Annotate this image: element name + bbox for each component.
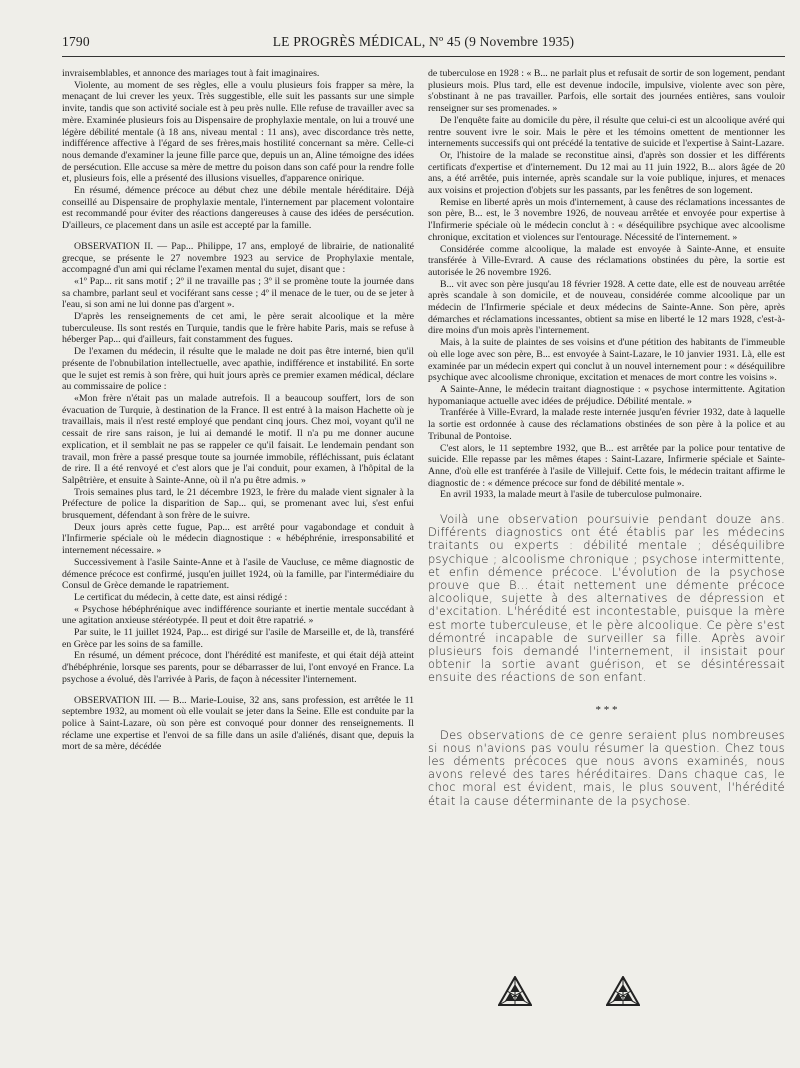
running-title: LE PROGRÈS MÉDICAL, Nº 45 (9 Novembre 1935) bbox=[272, 34, 575, 49]
paragraph: Or, l'histoire de la malade se reconstitue ainsi, d'après son dossier et les différents certificats d'expertise et d'internement. Du 12 mai au 11 juin 1922, B... alors âgée de 20 ans, a été arrêtée, puis internée, après scandale sur la voie publique, injures, et menaces aux voisins et projection d'objets sur les passants, par les fenêtres de son logement. bbox=[428, 149, 785, 197]
paragraph: En avril 1933, la malade meurt à l'asile de tuberculose pulmonaire. bbox=[440, 489, 702, 501]
triangle-rosette-ornament-icon bbox=[606, 976, 640, 1006]
paragraph: Tranférée à Ville-Evrard, la malade reste internée jusqu'en février 1932, date à laquelle la sortie est ordonnée à cause des réclamations obstinées de son père à la police et au Tribunal de Pontoise. bbox=[428, 407, 785, 442]
paragraph: En résumé, un dément précoce, dont l'hérédité est manifeste, et qui était déjà atteint d'hébéphrénie, lorsque ses parents, pour se débarrasser de lui, l'ont envoyé en France. La psychose a évolué, dès l'arrivée à Paris, de façon à nécessiter l'internement. bbox=[62, 650, 414, 685]
section-separator-stars: * * * bbox=[595, 703, 618, 716]
closing-block bbox=[428, 729, 785, 808]
header-rule bbox=[62, 56, 785, 57]
paragraph: En résumé, démence précoce au début chez une débile mentale héréditaire. Déjà conseillé au Dispensaire de prophylaxie mentale, l'internement par placement volontaire est recommandé pour éviter des réactions dangereuses à cause des idées de persécution. D'ailleurs, ce placement dans un asile est accepté par la famille. bbox=[62, 185, 414, 232]
paragraph: Deux jours après cette fugue, Pap... est arrêté pour vagabondage et conduit à l'Infirmerie spéciale où le médecin diagnostique : « hébéphrénie, irresponsabilité et internement nécessaire. » bbox=[62, 521, 414, 557]
quote-paragraph: «1º Pap... rit sans motif ; 2º il ne travaille pas ; 3º il se promène toute la journée dans sa chambre, parlant seul et vociférant sans cesse ; 4º il menace de le tuer, ou de se jeter à l'eau, si son ami ne lui donne pas d'argent ». bbox=[62, 275, 414, 311]
quote-paragraph: « Psychose hébéphrénique avec indifférence souriante et inertie mentale succédant à une agitation anxieuse stéréotypée. Il peut et doit être rapatrié. » bbox=[62, 603, 414, 627]
paragraph: Considérée comme alcoolique, la malade est envoyée à Sainte-Anne, et ensuite transférée à Ville-Evrard. A cause des réclamations obstinées du père, la sortie est autorisée le 26 novembre 1926. bbox=[428, 243, 785, 278]
observation-2-paragraph: OBSERVATION II. — Pap... Philippe, 17 ans, employé de librairie, de nationalité grecque, se présente le 27 novembre 1923 au service de Prophylaxie mentale, accompagné d'un ami qui réclame l'examen mental du sujet, disant que : bbox=[62, 240, 414, 276]
quote-paragraph: «Mon frère n'était pas un malade autrefois. Il a beaucoup souffert, lors de son évacuation de Turquie, à destination de la France. Il est entré à la maison Hachette où je travaillais, mais il n'est resté employé que pendant cinq jours. Chez moi, voyant qu'il ne cessait de rire sans raison, je lui ai demandé le motif. Il n'a pu me donner aucune explication, et il semblait ne pas se rappeler ce qu'il faisait. Le lendemain pendant son travail, mon frère a passé presque toute sa journée immobile, réfléchissant, puis éclatant de rire. Il a été renvoyé et c'est alors que je l'ai conduit, pour examen, à l'hôpital de la Salpêtrière, et ensuite à Sainte-Anne, où il n'a pu être admis. » bbox=[62, 392, 414, 486]
paragraph: Par suite, le 11 juillet 1924, Pap... est dirigé sur l'asile de Marseille et, de là, transféré en Grèce par les soins de sa famille. bbox=[62, 627, 414, 650]
summary-block bbox=[428, 513, 785, 685]
paragraph: D'après les renseignements de cet ami, le père serait alcoolique et la mère tuberculeuse. Ils sont restés en Turquie, tandis que le frère habite Paris, mais se refuse à héberger Pap... qui d'ailleurs, fait constamment des fugues. bbox=[62, 311, 414, 346]
left-column bbox=[62, 68, 414, 753]
quote-paragraph: A Sainte-Anne, le médecin traitant diagnostique : « psychose intermittente. Agitation hypomaniaque actuelle avec idées de préjudice. Débilité mentale. » bbox=[428, 383, 785, 407]
paragraph: de tuberculose en 1928 : « B... ne parlait plus et refusait de sortir de son logement, pendant plusieurs mois. Plus tard, elle est devenue indocile, impulsive, violente avec son père, s'obstinant à ne pas travailler. Parfois, elle sortait des journées entières, sans vouloir renseigner sur ses promenades. » bbox=[428, 68, 785, 115]
page-number: 1790 bbox=[62, 34, 90, 49]
paragraph: Trois semaines plus tard, le 21 décembre 1923, le frère du malade vient signaler à la Préfecture de police la disparition de Sap... qui, se promenant avec lui, s'est enfui brusquement, défendant à son frère de le suivre. bbox=[62, 486, 414, 522]
closing-paragraph: Des observations de ce genre seraient plus nombreuses si nous n'avions pas voulu résumer la question. Chez tous les déments précoces que nous avons examinés, nous avons relevé des tares héréditaires. Dans chaque cas, le choc moral est évident, mais, le plus souvent, l'hérédité était la cause déterminante de la psychose. bbox=[428, 727, 785, 808]
paragraph: C'est alors, le 11 septembre 1932, que B... est arrêtée par la police pour tentative de suicide. Elle repasse par les mêmes étapes : Saint-Lazare, Infirmerie spéciale et Sainte-Anne, d'où elle est tranférée à l'asile de Villejuif. Cette fois, le médecin traitant affirme le diagnostic de : « démence précoce sur fond de débilité mentale ». bbox=[428, 442, 785, 489]
paragraph: Remise en liberté après un mois d'internement, à cause des réclamations incessantes de son père, B... est, le 3 novembre 1926, de nouveau arrêtée et envoyée pour expertise à l'Infirmerie spéciale où le médecin conclut à : « déséquilibre psychique avec alcoolisme chronique, excitation et violences sur l'entourage. Nécessité de l'internement. » bbox=[428, 196, 785, 243]
triangle-rosette-ornament-icon bbox=[498, 976, 532, 1006]
paragraph: Violente, au moment de ses règles, elle a voulu plusieurs fois frapper sa mère, la menaçant de lui crever les yeux. Très suggestible, elle suit les passants sur une simple invite, tandis que son activité sociale est à peu près nulle. Elle refuse de travailler avec sa mère. Examinée plusieurs fois au Dispensaire de prophylaxie mentale, on lui a trouvé une légère débilité mentale (à 18 ans, niveau mental : 11 ans), avec discordance très nette, indifférence affective à l'égard de ses frères,mais hostilité concernant sa mère. Celle-ci nous demande d'examiner la jeune fille parce que, depuis un an, Aline témoigne des idées de persécution. Elle accuse sa mère de mettre du poison dans son café pour la rendre folle et, plusieurs fois, elle a présenté des illusions visuelles, d'apparence onirique. bbox=[62, 79, 414, 185]
observation-3-paragraph: OBSERVATION III. — B... Marie-Louise, 32 ans, sans profession, est arrêtée le 11 septembre 1932, au moment où elle voulait se jeter dans la Seine. Elle est conduite par la police à Saint-Lazare, où son père est convoqué pour donner des renseignements. Il réclame une expertise et l'envoi de sa fille dans un asile d'aliénés, disant que, depuis la mort de sa mère, décédée bbox=[62, 694, 414, 753]
paragraph: Le certificat du médecin, à cette date, est ainsi rédigé : bbox=[74, 591, 288, 603]
paragraph: De l'examen du médecin, il résulte que le malade ne doit pas être interné, bien qu'il présente de l'obnubilation intellectuelle, avec apathie, indifférence et instabilité. En sorte que le sujet est remis à son frère, qui huit jours après ce premier examen médical, déclare au commissaire de police : bbox=[62, 346, 414, 393]
paragraph: De l'enquête faite au domicile du père, il résulte que celui-ci est un alcoolique avéré qui rentre souvent ivre le soir. Mais le père et les témoins omettent de mentionner les internements successifs qui ont précédé la tentative de suicide et l'expertise à Saint-Lazare. bbox=[428, 114, 785, 150]
paragraph: invraisemblables, et annonce des mariages tout à fait imaginaires. bbox=[62, 68, 320, 79]
paragraph: Successivement à l'asile Sainte-Anne et à l'asile de Vaucluse, ce même diagnostic de démence précoce est confirmé, jusqu'en juillet 1924, où la famille, par l'intermédiaire du Consul de Grèce demande le rapatriement. bbox=[62, 556, 414, 592]
running-header bbox=[62, 32, 785, 54]
ornament-row bbox=[498, 976, 678, 1016]
paragraph: Mais, à la suite de plaintes de ses voisins et d'une pétition des habitants de l'immeuble où elle loge avec son père, B... est envoyée à Saint-Lazare, le 10 janvier 1931. Là, elle est examinée par un médecin expert qui conclut à un nouvel internement pour : « déséquilibre psychique avec alcoolisme chronique, excitation et menaces de mort contre les voisins ». bbox=[428, 337, 785, 384]
summary-paragraph: Voilà une observation poursuivie pendant douze ans. Différents diagnostics ont été établis par les médecins traitants ou experts : débilité mentale ; déséquilibre psychique ; alcoolisme chronique ; psychose intermittente, et enfin démence précoce. L'évolution de la psychose prouve que B... était nettement une démente précoce alcoolique, sujette à des alternatives de dépression et d'excitation. L'hérédité est incontestable, puisque la mère est morte tuberculeuse, et le père alcoolique. Ce père s'est démontré incapable de surveiller sa fille. Après avoir plusieurs fois demandé l'internement, il insistait pour obtenir la sortie avant guérison, et se désintéressait ensuite des réactions de son enfant. bbox=[428, 512, 785, 685]
right-column bbox=[428, 68, 785, 808]
paragraph: B... vit avec son père jusqu'au 18 février 1928. A cette date, elle est de nouveau arrêtée après scandale à son domicile, et de nouveau, considérée comme alcoolique par un médecin de l'Infirmerie spéciale et deux médecins de Sainte-Anne. Son père, après démarches et réclamations incessantes, obtient sa mise en liberté le 12 mars 1928, c'est-à-dire moins d'un mois après l'internement. bbox=[428, 278, 785, 337]
